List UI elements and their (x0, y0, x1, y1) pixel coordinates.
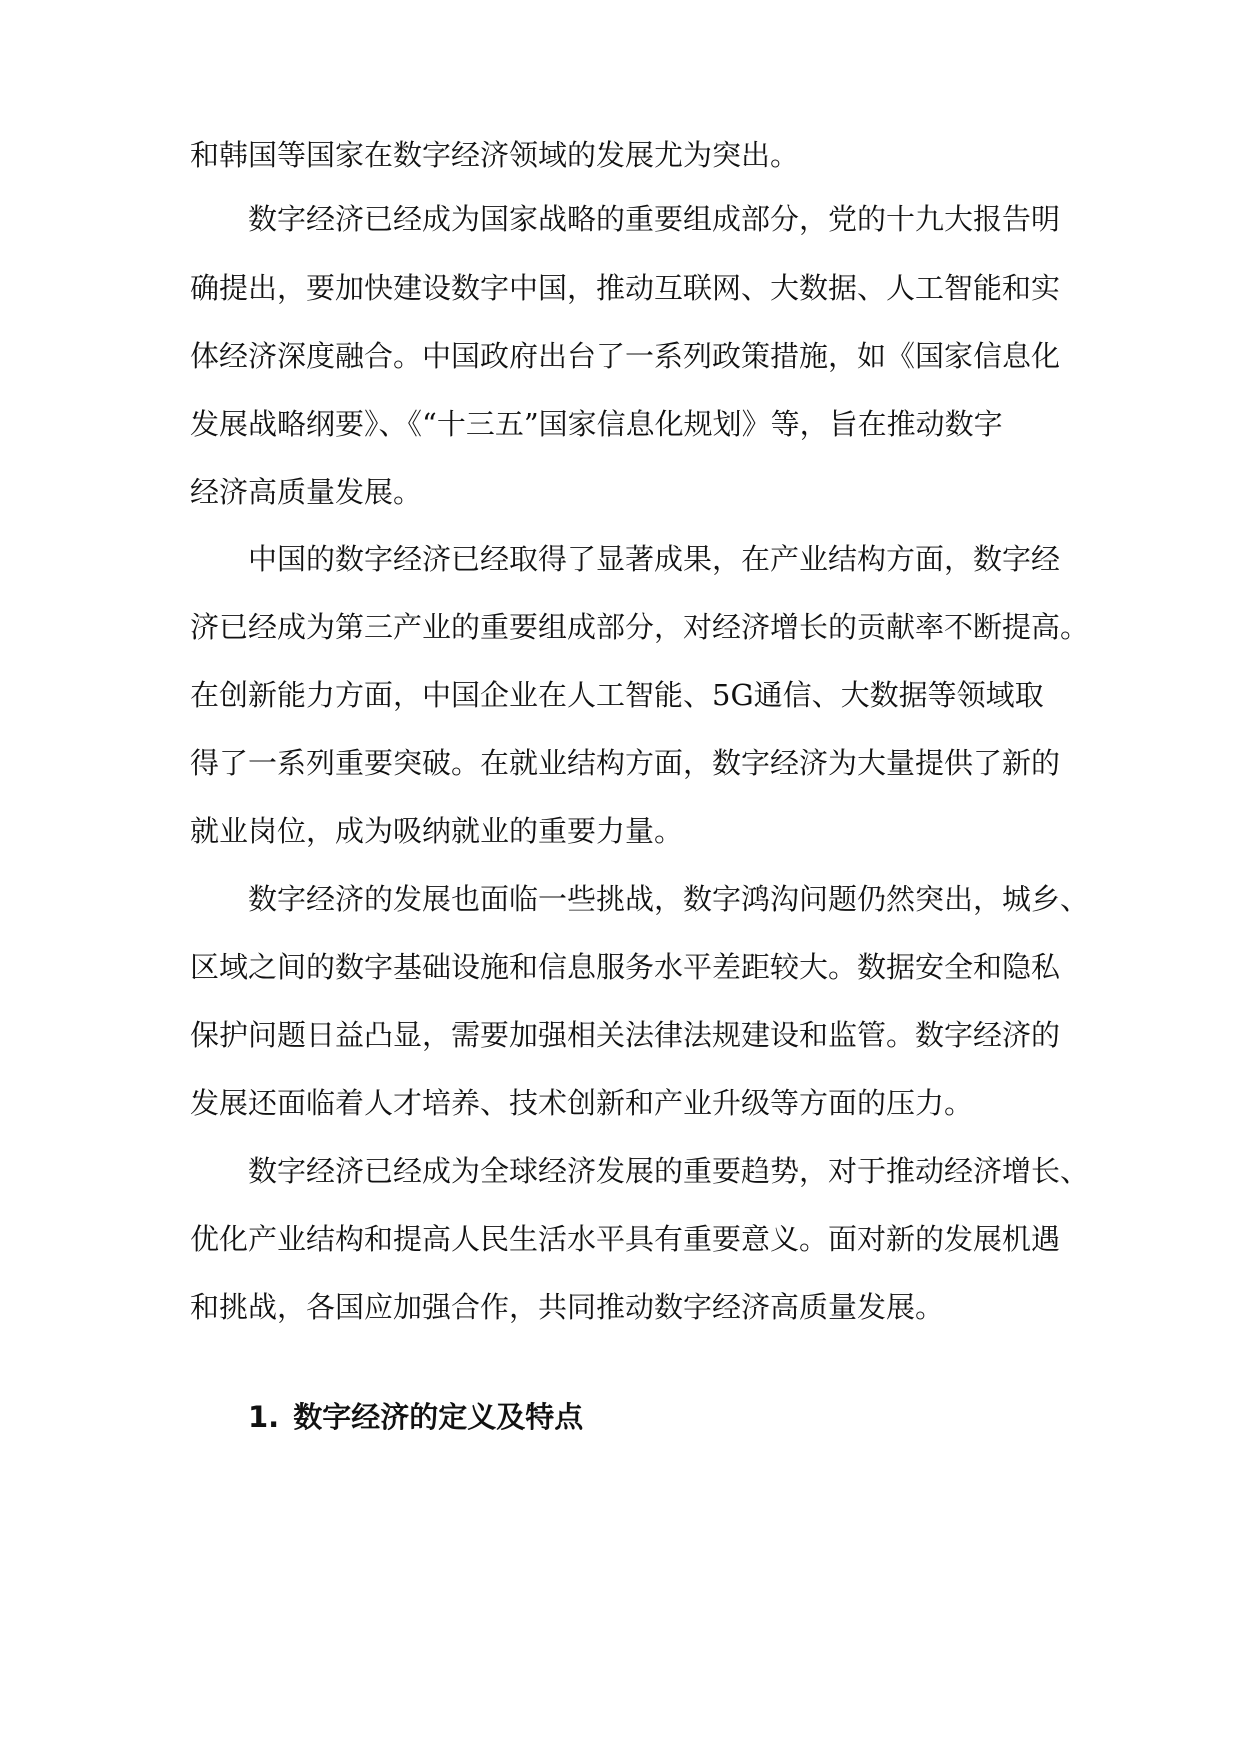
paragraph-line: 和挑战，各国应加强合作，共同推动数字经济高质量发展。 (190, 1290, 945, 1324)
paragraph-line: 中国的数字经济已经取得了显著成果，在产业结构方面，数字经 (248, 542, 1061, 576)
paragraph-line: 在创新能力方面，中国企业在人工智能、5G通信、大数据等领域取 (190, 678, 1044, 712)
section-number: 1. (248, 1400, 280, 1434)
paragraph-line: 济已经成为第三产业的重要组成部分，对经济增长的贡献率不断提高。 (190, 610, 1090, 644)
paragraph-line: 数字经济已经成为全球经济发展的重要趋势，对于推动经济增长、 (248, 1154, 1090, 1188)
section-title: 数字经济的定义及特点 (293, 1400, 584, 1434)
paragraph-line: 数字经济已经成为国家战略的重要组成部分，党的十九大报告明 (248, 202, 1061, 236)
paragraph-line: 确提出，要加快建设数字中国，推动互联网、大数据、人工智能和实 (190, 271, 1061, 305)
paragraph-line: 和韩国等国家在数字经济领域的发展尤为突出。 (190, 138, 800, 172)
paragraph-line: 经济高质量发展。 (190, 475, 423, 509)
paragraph-line: 得了一系列重要突破。在就业结构方面，数字经济为大量提供了新的 (190, 746, 1061, 780)
paragraph-line: 保护问题日益凸显，需要加强相关法律法规建设和监管。数字经济的 (190, 1018, 1061, 1052)
paragraph-line: 数字经济的发展也面临一些挑战，数字鸿沟问题仍然突出，城乡、 (248, 882, 1090, 916)
paragraph-line: 就业岗位，成为吸纳就业的重要力量。 (190, 814, 684, 848)
paragraph-line: 体经济深度融合。中国政府出台了一系列政策措施，如《国家信息化 (190, 339, 1061, 373)
paragraph-line: 发展战略纲要》、《“十三五”国家信息化规划》等，旨在推动数字 (190, 407, 1003, 441)
paragraph-line: 优化产业结构和提高人民生活水平具有重要意义。面对新的发展机遇 (190, 1222, 1061, 1256)
section-heading (248, 1392, 1070, 1442)
paragraph-line: 发展还面临着人才培养、技术创新和产业升级等方面的压力。 (190, 1086, 974, 1120)
paragraph-line: 区域之间的数字基础设施和信息服务水平差距较大。数据安全和隐私 (190, 950, 1061, 984)
